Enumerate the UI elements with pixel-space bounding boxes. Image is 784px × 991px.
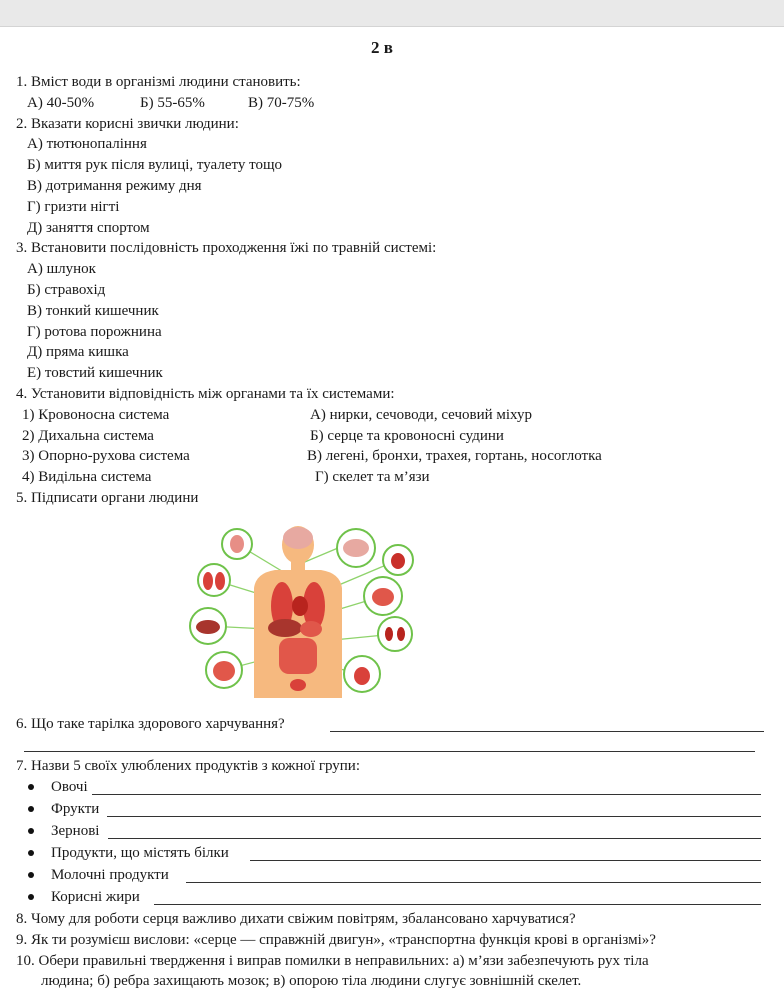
question-9: 9. Як ти розумієш вислови: «серце — справжній двигун», «транспортна функція крові в організмі»? — [16, 932, 656, 948]
q7-item: Корисні жири — [51, 889, 140, 905]
question-1: 1. Вміст води в організмі людини становить: — [16, 74, 301, 90]
organ-circle-stomach — [364, 577, 402, 615]
q1-option-b: Б) 55-65% — [140, 95, 205, 111]
q3-option: Г) ротова порожнина — [27, 324, 162, 340]
q1-option-a: А) 40-50% — [27, 95, 95, 111]
q4-right-item: Б) серце та кровоносні судини — [310, 428, 504, 444]
q3-option: В) тонкий кишечник — [27, 303, 159, 319]
organ-circle-brain — [337, 529, 375, 567]
organ-circle-intestine — [206, 652, 242, 688]
question-2: 2. Вказати корисні звички людини: — [16, 116, 239, 132]
q7-answer-line[interactable] — [250, 860, 761, 861]
organ-circle-liver — [190, 608, 226, 644]
organ-circle-kidneys — [378, 617, 412, 651]
bullet-icon — [28, 784, 34, 790]
question-8: 8. Чому для роботи серця важливо дихати свіжим повітрям, збалансовано харчуватися? — [16, 911, 576, 927]
variant-heading: 2 в — [371, 38, 393, 57]
q4-right-item: А) нирки, сечоводи, сечовий міхур — [310, 407, 532, 423]
question-4: 4. Установити відповідність між органами та їх системами: — [16, 386, 395, 402]
q7-item: Зернові — [51, 823, 100, 839]
q4-left-item: 4) Видільна система — [22, 469, 152, 485]
question-6: 6. Що таке тарілка здорового харчування? — [16, 716, 285, 732]
q7-answer-line[interactable] — [107, 816, 761, 817]
question-10: 10. Обери правильні твердження і виправ помилки в неправильних: а) м’язи забезпечують рух тіла — [16, 953, 649, 969]
q1-option-c: В) 70-75% — [248, 95, 315, 111]
question-3: 3. Встановити послідовність проходження їжі по травній системі: — [16, 240, 437, 256]
q2-option: Б) миття рук після вулиці, туалету тощо — [27, 157, 282, 173]
human-organs-illustration — [187, 524, 419, 698]
organ-circle-bladder — [344, 656, 380, 692]
organ-circle-lungs — [198, 564, 230, 596]
q4-left-item: 3) Опорно-рухова система — [22, 448, 190, 464]
q7-item: Продукти, що містять білки — [51, 845, 229, 861]
q2-option: В) дотримання режиму дня — [27, 178, 202, 194]
question-10-continuation: людина; б) ребра захищають мозок; в) опорою тіла людини слугує зовнішній скелет. — [41, 973, 582, 989]
q7-answer-line[interactable] — [108, 838, 761, 839]
q3-option: Б) стравохід — [27, 282, 106, 298]
q7-answer-line[interactable] — [154, 904, 761, 905]
q4-left-item: 2) Дихальна система — [22, 428, 154, 444]
bullet-icon — [28, 828, 34, 834]
bullet-icon — [28, 850, 34, 856]
viewer-top-bar — [0, 0, 784, 27]
bullet-icon — [28, 894, 34, 900]
q7-answer-line[interactable] — [186, 882, 761, 883]
q7-item: Овочі — [51, 779, 88, 795]
question-5: 5. Підписати органи людини — [16, 490, 199, 506]
organ-circle-heart — [383, 545, 413, 575]
q2-option: Д) заняття спортом — [27, 220, 150, 236]
bullet-icon — [28, 872, 34, 878]
q4-right-item: Г) скелет та м’язи — [315, 469, 430, 485]
organ-circle-throat — [222, 529, 252, 559]
q4-right-item: В) легені, бронхи, трахея, гортань, носоглотка — [307, 448, 602, 464]
q4-left-item: 1) Кровоносна система — [22, 407, 170, 423]
q7-answer-line[interactable] — [92, 794, 761, 795]
q3-option: А) шлунок — [27, 261, 96, 277]
q7-item: Фрукти — [51, 801, 100, 817]
q2-option: Г) гризти нігті — [27, 199, 120, 215]
q7-item: Молочні продукти — [51, 867, 169, 883]
question-7: 7. Назви 5 своїх улюблених продуктів з кожної групи: — [16, 758, 361, 774]
q6-answer-line[interactable] — [330, 731, 764, 732]
q3-option: Д) пряма кишка — [27, 344, 129, 360]
q2-option: А) тютюнопаління — [27, 136, 147, 152]
q6-answer-line-2[interactable] — [24, 751, 755, 752]
bullet-icon — [28, 806, 34, 812]
q3-option: Е) товстий кишечник — [27, 365, 163, 381]
